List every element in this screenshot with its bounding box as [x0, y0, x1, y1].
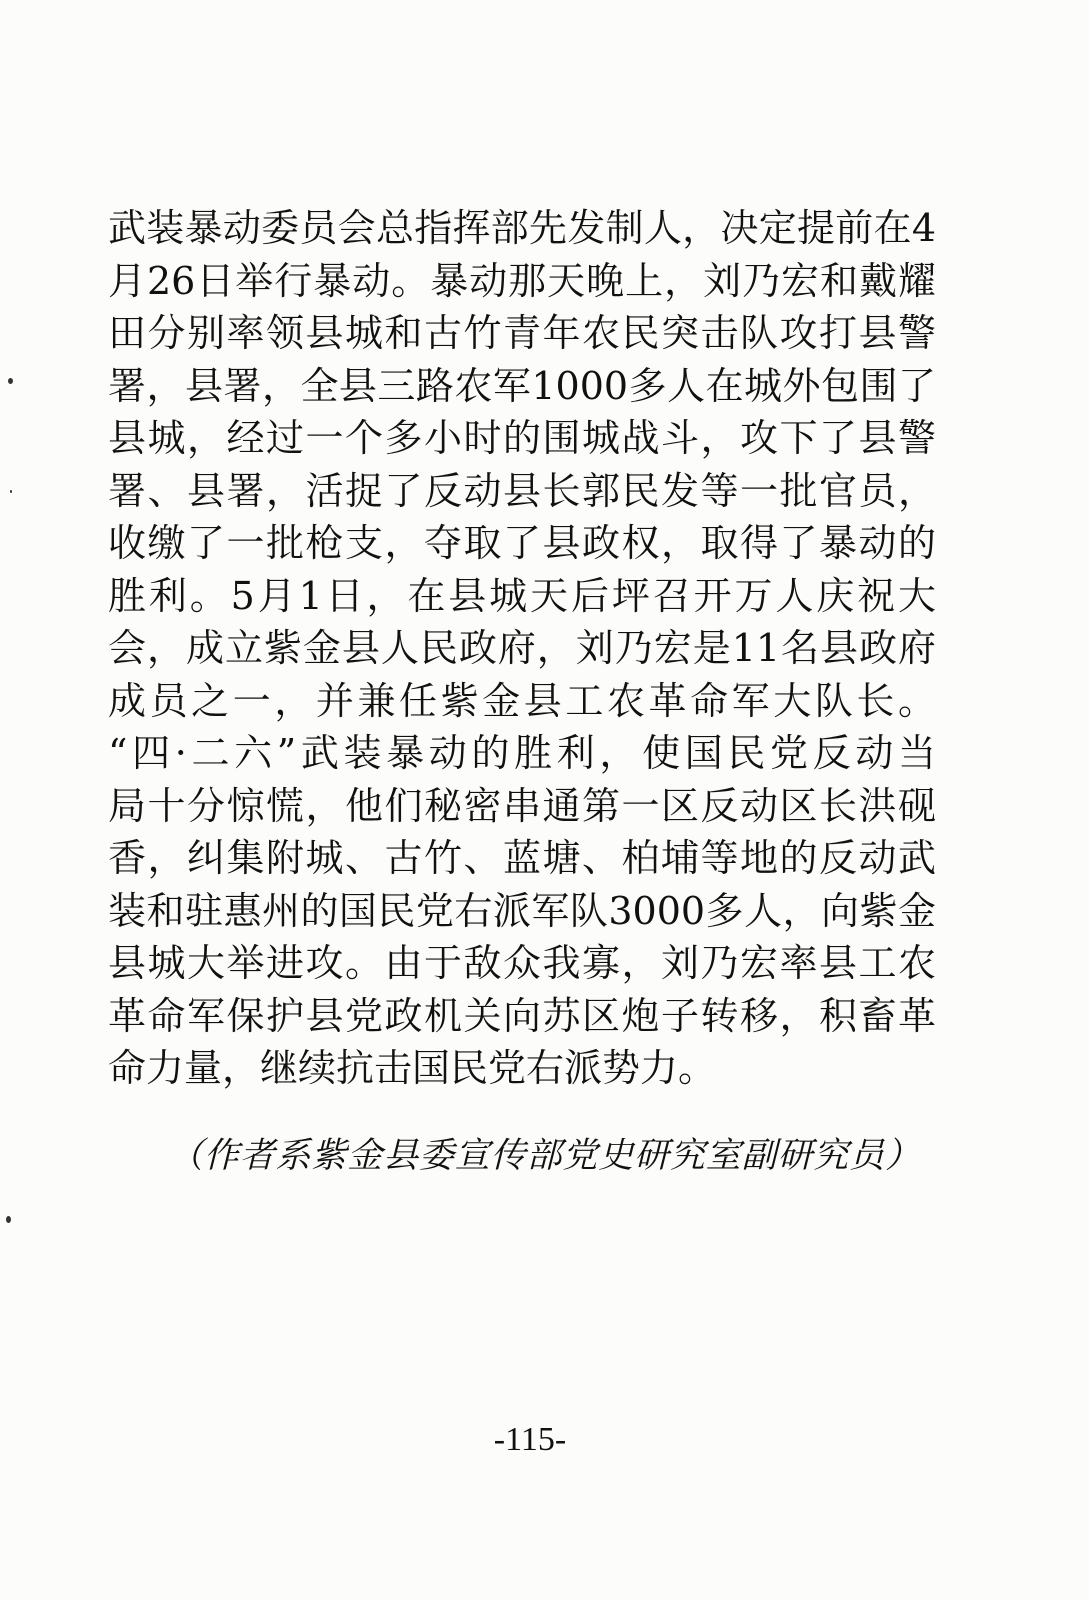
text-line: 胜利。5月1日，在县城天后坪召开万人庆祝大 — [108, 573, 936, 618]
text-line: 武装暴动委员会总指挥部先发制人，决定提前在4 — [108, 206, 936, 250]
text-line: 田分别率领县城和古竹青年农民突击队攻打县警 — [108, 311, 936, 355]
text-line: 香，纠集附城、古竹、蓝塘、柏埔等地的反动武 — [108, 836, 936, 880]
text-line: 县城大举进攻。由于敌众我寡，刘乃宏率县工农 — [108, 941, 936, 985]
text-line: 命力量，继续抗击国民党右派势力。 — [108, 1046, 717, 1090]
text-line: 署、县署，活捉了反动县长郭民发等一批官员， — [108, 468, 936, 513]
text-line: 收缴了一批枪支，夺取了县政权，取得了暴动的 — [108, 521, 936, 565]
scan-speck — [6, 1216, 11, 1223]
text-line: 局十分惊慌，他们秘密串通第一区反动区长洪砚 — [108, 783, 936, 828]
scan-speck — [8, 378, 13, 384]
text-line: 县城，经过一个多小时的围城战斗，攻下了县警 — [108, 416, 936, 460]
text-line: 成员之一，并兼任紫金县工农革命军大队长。 — [108, 678, 936, 723]
text-line: 装和驻惠州的国民党右派军队3000多人，向紫金 — [108, 888, 936, 933]
text-line: 月26日举行暴动。暴动那天晚上，刘乃宏和戴耀 — [108, 258, 936, 303]
text-line: 会，成立紫金县人民政府，刘乃宏是11名县政府 — [108, 626, 936, 670]
author-attribution: （作者系紫金县委宣传部党史研究室副研究员） — [168, 1136, 920, 1176]
body-text — [108, 202, 936, 1095]
text-line: 署，县署，全县三路农军1000多人在城外包围了 — [108, 363, 936, 408]
scan-speck — [10, 490, 12, 493]
text-line: “四·二六”武装暴动的胜利，使国民党反动当 — [108, 731, 936, 775]
page-number: -115- — [493, 1421, 567, 1458]
text-line: 革命军保护县党政机关向苏区炮子转移，积畜革 — [108, 993, 936, 1038]
